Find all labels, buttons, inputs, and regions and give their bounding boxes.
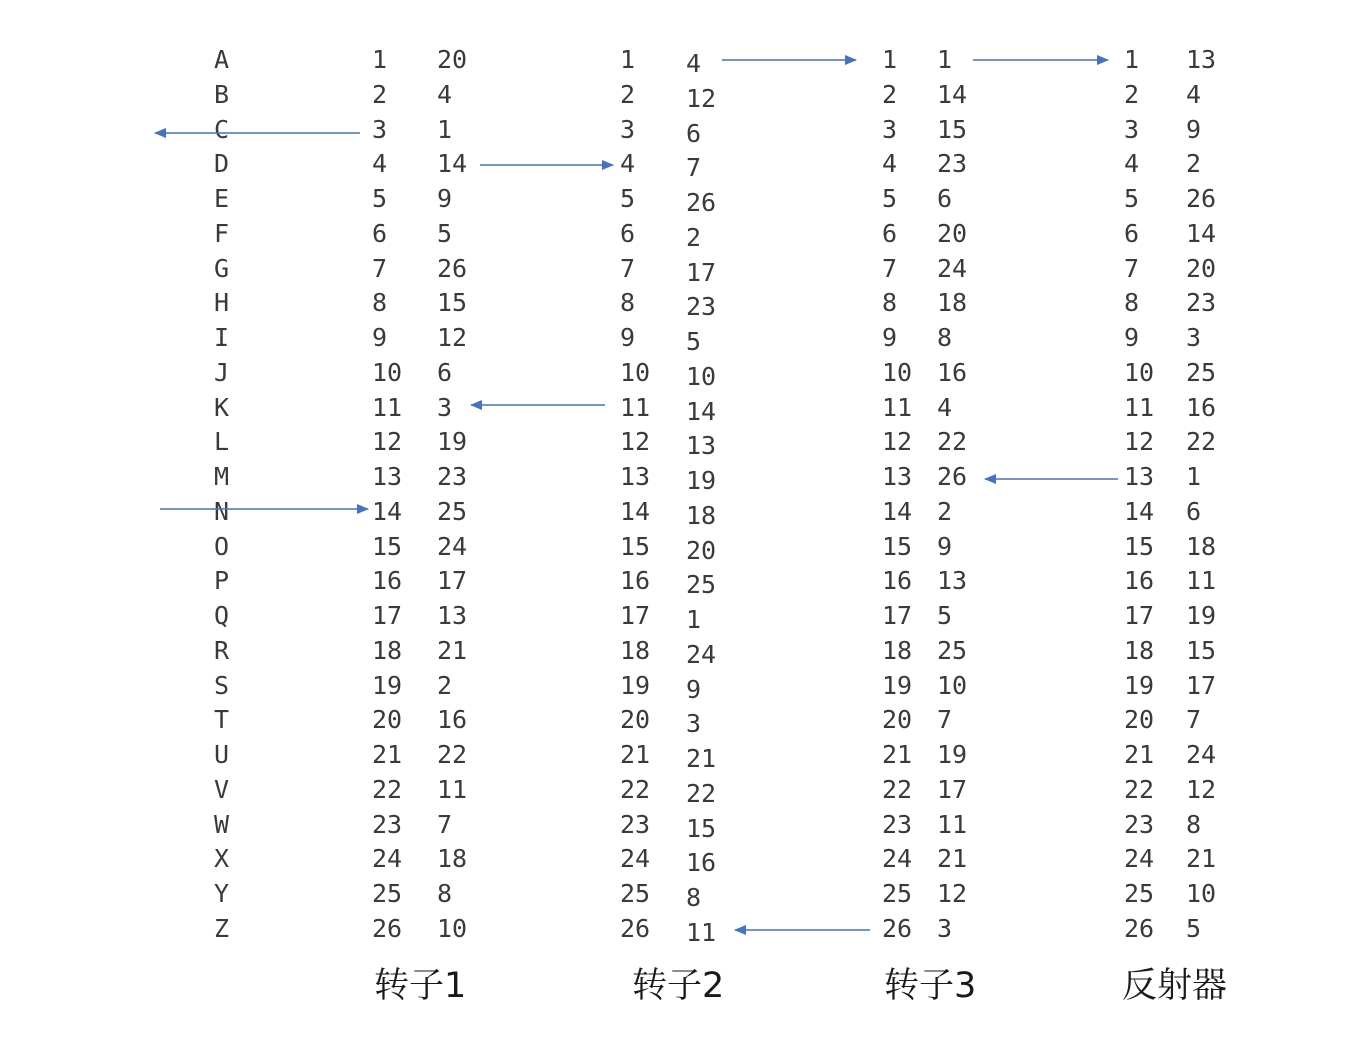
- rotor2-value-cell: 25: [686, 570, 717, 600]
- rotor3-value-cell: 10: [937, 670, 968, 700]
- rotor2-index-cell: 7: [620, 253, 636, 283]
- rotor2-index-cell: 1: [620, 45, 636, 74]
- rotor3-index-cell: 12: [882, 427, 913, 457]
- reflector-value-cell: 24: [1186, 740, 1217, 769]
- rotor1-value-cell: 12: [437, 323, 468, 352]
- rotor3-value-cell: 26: [937, 462, 968, 491]
- input-letter: K: [214, 392, 230, 422]
- rotor3-index-cell: 9: [882, 323, 898, 352]
- input-letter: J: [214, 357, 230, 387]
- rotor3-index-cell: 19: [882, 670, 913, 700]
- rotor3-index-cell: 7: [882, 253, 898, 283]
- rotor1-index-cell: 24: [372, 844, 403, 874]
- reflector-index-cell: 3: [1124, 114, 1140, 144]
- rotor2-index-cell: 24: [620, 844, 651, 874]
- input-letter: P: [214, 566, 230, 596]
- rotor3-index-cell: 24: [882, 844, 913, 874]
- reflector-value-cell: 3: [1186, 323, 1202, 352]
- rotor1-index-cell: 13: [372, 462, 403, 491]
- rotor2-index-cell: 10: [620, 357, 651, 387]
- rotor3-index-cell: 11: [882, 392, 913, 422]
- rotor1-index-cell: 1: [372, 45, 388, 74]
- rotor1-index-cell: 10: [372, 357, 403, 387]
- rotor3-index-cell: 1: [882, 45, 898, 74]
- reflector-index-cell: 13: [1124, 462, 1155, 491]
- reflector-index-cell: 26: [1124, 913, 1155, 943]
- input-letter: A: [214, 45, 230, 74]
- rotor1-index-cell: 25: [372, 879, 403, 908]
- rotor1-value-cell: 22: [437, 740, 468, 769]
- rotor2-index-cell: 15: [620, 531, 651, 561]
- rotor1-index-cell: 26: [372, 913, 403, 943]
- input-letter: N: [214, 496, 230, 526]
- rotor3-index-cell: 26: [882, 913, 913, 943]
- rotor2-value-cell: 2: [686, 222, 702, 252]
- rotor3-value-cell: 6: [937, 184, 953, 213]
- rotor2-index-cell: 14: [620, 496, 651, 526]
- reflector-value-cell: 16: [1186, 392, 1217, 422]
- rotor1-index-cell: 12: [372, 427, 403, 457]
- input-letter: B: [214, 79, 230, 109]
- input-letter: G: [214, 253, 230, 283]
- rotor1-value-cell: 26: [437, 253, 468, 283]
- input-letter: U: [214, 740, 230, 769]
- input-letter: O: [214, 531, 230, 561]
- reflector-index-cell: 24: [1124, 844, 1155, 874]
- rotor2-value-cell: 13: [686, 431, 717, 461]
- rotor1-value-cell: 25: [437, 496, 468, 526]
- rotor3-value-cell: 8: [937, 323, 953, 352]
- input-letter: M: [214, 462, 230, 491]
- rotor2-index-cell: 23: [620, 809, 651, 839]
- rotor3-index-cell: 16: [882, 566, 913, 596]
- rotor1-index-cell: 23: [372, 809, 403, 839]
- reflector-index-cell: 23: [1124, 809, 1155, 839]
- reflector-value-cell: 22: [1186, 427, 1217, 457]
- rotor2-index-cell: 22: [620, 774, 651, 804]
- rotor1-value-cell: 23: [437, 462, 468, 491]
- input-letter: Y: [214, 879, 230, 908]
- rotor1-index-cell: 21: [372, 740, 403, 769]
- reflector-index-cell: 1: [1124, 45, 1140, 74]
- reflector-index-cell: 4: [1124, 149, 1140, 179]
- rotor3-value-cell: 7: [937, 705, 953, 735]
- reflector-value-cell: 6: [1186, 496, 1202, 526]
- rotor2-index-cell: 8: [620, 288, 636, 318]
- rotor2-value-cell: 12: [686, 83, 717, 113]
- reflector-index-cell: 15: [1124, 531, 1155, 561]
- input-letter: C: [214, 114, 230, 144]
- rotor1-value-cell: 1: [437, 114, 453, 144]
- rotor3-value-cell: 15: [937, 114, 968, 144]
- rotor3-index-cell: 18: [882, 635, 913, 665]
- rotor1-value-cell: 19: [437, 427, 468, 457]
- rotor1-value-cell: 4: [437, 79, 453, 109]
- rotor3-value-cell: 4: [937, 392, 953, 422]
- reflector-index-cell: 22: [1124, 774, 1155, 804]
- reflector-index-cell: 14: [1124, 496, 1155, 526]
- rotor2-index-cell: 9: [620, 323, 636, 352]
- reflector-value-cell: 9: [1186, 114, 1202, 144]
- rotor2-value-cell: 6: [686, 118, 702, 148]
- rotor1-index-cell: 7: [372, 253, 388, 283]
- rotor3-index-cell: 3: [882, 114, 898, 144]
- rotor1-index-cell: 3: [372, 114, 388, 144]
- rotor1-index-cell: 11: [372, 392, 403, 422]
- reflector-value-cell: 13: [1186, 45, 1217, 74]
- rotor1-value-cell: 6: [437, 357, 453, 387]
- rotor1-index-cell: 18: [372, 635, 403, 665]
- rotor3-index-cell: 10: [882, 357, 913, 387]
- rotor1-caption: 转子1: [374, 966, 467, 1006]
- rotor2-index-cell: 17: [620, 601, 651, 630]
- reflector-value-cell: 23: [1186, 288, 1217, 318]
- input-letter: S: [214, 670, 230, 700]
- rotor2-value-cell: 7: [686, 153, 702, 183]
- rotor3-index-cell: 5: [882, 184, 898, 213]
- rotor1-index-cell: 6: [372, 218, 388, 248]
- rotor3-value-cell: 22: [937, 427, 968, 457]
- rotor1-value-cell: 18: [437, 844, 468, 874]
- rotor2-index-cell: 20: [620, 705, 651, 735]
- reflector-value-cell: 11: [1186, 566, 1217, 596]
- reflector-index-cell: 8: [1124, 288, 1140, 318]
- input-letter: V: [214, 774, 230, 804]
- rotor2-value-cell: 14: [686, 396, 717, 426]
- reflector-value-cell: 26: [1186, 184, 1217, 213]
- rotor2-value-cell: 18: [686, 500, 717, 530]
- reflector-value-cell: 10: [1186, 879, 1217, 908]
- reflector-value-cell: 18: [1186, 531, 1217, 561]
- rotor1-value-cell: 2: [437, 670, 453, 700]
- rotor2-value-cell: 21: [686, 744, 717, 773]
- rotor2-value-cell: 26: [686, 188, 717, 217]
- rotor3-value-cell: 5: [937, 601, 953, 630]
- rotor1-value-cell: 5: [437, 218, 453, 248]
- reflector-value-cell: 7: [1186, 705, 1202, 735]
- rotor2-index-cell: 6: [620, 218, 636, 248]
- rotor1-index-cell: 19: [372, 670, 403, 700]
- rotor3-index-cell: 22: [882, 774, 913, 804]
- rotor3-index-cell: 25: [882, 879, 913, 908]
- reflector-value-cell: 17: [1186, 670, 1217, 700]
- rotor1-index-cell: 20: [372, 705, 403, 735]
- rotor3-value-cell: 3: [937, 913, 953, 943]
- rotor3-index-cell: 17: [882, 601, 913, 630]
- rotor1-value-cell: 13: [437, 601, 468, 630]
- rotor1-value-cell: 10: [437, 913, 468, 943]
- reflector-value-cell: 15: [1186, 635, 1217, 665]
- rotor1-value-cell: 11: [437, 774, 468, 804]
- rotor2-index-cell: 16: [620, 566, 651, 596]
- rotor1-index-cell: 14: [372, 496, 403, 526]
- reflector-index-cell: 19: [1124, 670, 1155, 700]
- rotor3-index-cell: 6: [882, 218, 898, 248]
- reflector-index-cell: 20: [1124, 705, 1155, 735]
- reflector-value-cell: 5: [1186, 913, 1202, 943]
- rotor3-value-cell: 16: [937, 357, 968, 387]
- input-letter: R: [214, 635, 230, 665]
- rotor2-value-cell: 5: [686, 327, 702, 356]
- input-letter: D: [214, 149, 230, 179]
- rotor1-index-cell: 9: [372, 323, 388, 352]
- rotor2-index-cell: 11: [620, 392, 651, 422]
- rotor3-caption: 转子3: [884, 966, 977, 1006]
- rotor2-index-cell: 4: [620, 149, 636, 179]
- reflector-index-cell: 10: [1124, 357, 1155, 387]
- rotor1-value-cell: 17: [437, 566, 468, 596]
- input-letter: T: [214, 705, 230, 735]
- rotor3-index-cell: 13: [882, 462, 913, 491]
- rotor2-value-cell: 16: [686, 848, 717, 878]
- rotor1-index-cell: 4: [372, 149, 388, 179]
- input-letter: I: [214, 323, 230, 352]
- reflector-value-cell: 14: [1186, 218, 1217, 248]
- rotor3-index-cell: 15: [882, 531, 913, 561]
- reflector-value-cell: 8: [1186, 809, 1202, 839]
- reflector-index-cell: 17: [1124, 601, 1155, 630]
- rotor2-index-cell: 25: [620, 879, 651, 908]
- rotor1-value-cell: 16: [437, 705, 468, 735]
- rotor2-value-cell: 23: [686, 292, 717, 322]
- input-letter: E: [214, 184, 230, 213]
- reflector-index-cell: 25: [1124, 879, 1155, 908]
- input-letter: H: [214, 288, 230, 318]
- input-letter: X: [214, 844, 230, 874]
- rotor1-value-cell: 8: [437, 879, 453, 908]
- rotor2-index-cell: 21: [620, 740, 651, 769]
- rotor1-value-cell: 14: [437, 149, 468, 179]
- rotor1-value-cell: 24: [437, 531, 468, 561]
- reflector-index-cell: 18: [1124, 635, 1155, 665]
- rotor3-value-cell: 13: [937, 566, 968, 596]
- rotor1-index-cell: 2: [372, 79, 388, 109]
- rotor3-value-cell: 9: [937, 531, 953, 561]
- reflector-value-cell: 20: [1186, 253, 1217, 283]
- rotor2-value-cell: 17: [686, 257, 717, 287]
- rotor2-value-cell: 8: [686, 883, 702, 912]
- rotor1-index-cell: 5: [372, 184, 388, 213]
- input-letter: L: [214, 427, 230, 457]
- rotor2-index-cell: 18: [620, 635, 651, 665]
- rotor1-index-cell: 15: [372, 531, 403, 561]
- rotor3-value-cell: 12: [937, 879, 968, 908]
- rotor1-index-cell: 8: [372, 288, 388, 318]
- reflector-index-cell: 6: [1124, 218, 1140, 248]
- rotor3-value-cell: 19: [937, 740, 968, 769]
- rotor2-index-cell: 19: [620, 670, 651, 700]
- rotor2-index-cell: 13: [620, 462, 651, 491]
- reflector-index-cell: 12: [1124, 427, 1155, 457]
- rotor1-index-cell: 17: [372, 601, 403, 630]
- rotor3-index-cell: 8: [882, 288, 898, 318]
- input-letter: W: [214, 809, 230, 839]
- rotor2-index-cell: 2: [620, 79, 636, 109]
- rotor3-index-cell: 2: [882, 79, 898, 109]
- rotor2-value-cell: 3: [686, 709, 702, 739]
- rotor3-value-cell: 20: [937, 218, 968, 248]
- rotor3-value-cell: 25: [937, 635, 968, 665]
- rotor3-value-cell: 17: [937, 774, 968, 804]
- rotor3-index-cell: 21: [882, 740, 913, 769]
- rotor2-index-cell: 26: [620, 913, 651, 943]
- reflector-index-cell: 2: [1124, 79, 1140, 109]
- reflector-value-cell: 19: [1186, 601, 1217, 630]
- rotor3-value-cell: 14: [937, 79, 968, 109]
- reflector-value-cell: 12: [1186, 774, 1217, 804]
- rotor2-value-cell: 11: [686, 917, 717, 947]
- rotor3-value-cell: 2: [937, 496, 953, 526]
- rotor2-index-cell: 12: [620, 427, 651, 457]
- reflector-index-cell: 9: [1124, 323, 1140, 352]
- rotor2-value-cell: 22: [686, 778, 717, 808]
- rotor2-value-cell: 24: [686, 639, 717, 669]
- rotor2-value-cell: 10: [686, 361, 717, 391]
- rotor2-value-cell: 20: [686, 535, 717, 565]
- rotor3-index-cell: 23: [882, 809, 913, 839]
- reflector-index-cell: 7: [1124, 253, 1140, 283]
- rotor3-index-cell: 14: [882, 496, 913, 526]
- reflector-value-cell: 4: [1186, 79, 1202, 109]
- rotor3-value-cell: 11: [937, 809, 968, 839]
- reflector-value-cell: 1: [1186, 462, 1202, 491]
- rotor1-value-cell: 3: [437, 392, 453, 422]
- rotor3-value-cell: 1: [937, 45, 953, 74]
- rotor2-index-cell: 5: [620, 184, 636, 213]
- input-letter: Z: [214, 913, 230, 943]
- reflector-caption: 反射器: [1122, 966, 1228, 1006]
- reflector-value-cell: 2: [1186, 149, 1202, 179]
- reflector-index-cell: 5: [1124, 184, 1140, 213]
- rotor1-value-cell: 9: [437, 184, 453, 213]
- rotor2-value-cell: 4: [686, 49, 702, 78]
- reflector-index-cell: 21: [1124, 740, 1155, 769]
- rotor3-value-cell: 23: [937, 149, 968, 179]
- rotor2-value-cell: 9: [686, 674, 702, 704]
- rotor1-value-cell: 15: [437, 288, 468, 318]
- reflector-value-cell: 21: [1186, 844, 1217, 874]
- rotor3-value-cell: 21: [937, 844, 968, 874]
- rotor1-value-cell: 20: [437, 45, 468, 74]
- rotor1-index-cell: 22: [372, 774, 403, 804]
- reflector-value-cell: 25: [1186, 357, 1217, 387]
- rotor2-value-cell: 1: [686, 605, 702, 634]
- rotor2-value-cell: 19: [686, 466, 717, 495]
- rotor2-index-cell: 3: [620, 114, 636, 144]
- rotor3-index-cell: 4: [882, 149, 898, 179]
- rotor3-index-cell: 20: [882, 705, 913, 735]
- rotor2-caption: 转子2: [632, 966, 725, 1006]
- rotor1-value-cell: 21: [437, 635, 468, 665]
- rotor1-index-cell: 16: [372, 566, 403, 596]
- rotor3-value-cell: 24: [937, 253, 968, 283]
- reflector-index-cell: 16: [1124, 566, 1155, 596]
- input-letter: Q: [214, 601, 230, 630]
- rotor1-value-cell: 7: [437, 809, 453, 839]
- reflector-index-cell: 11: [1124, 392, 1155, 422]
- rotor3-value-cell: 18: [937, 288, 968, 318]
- input-letter: F: [214, 218, 230, 248]
- rotor2-value-cell: 15: [686, 813, 717, 843]
